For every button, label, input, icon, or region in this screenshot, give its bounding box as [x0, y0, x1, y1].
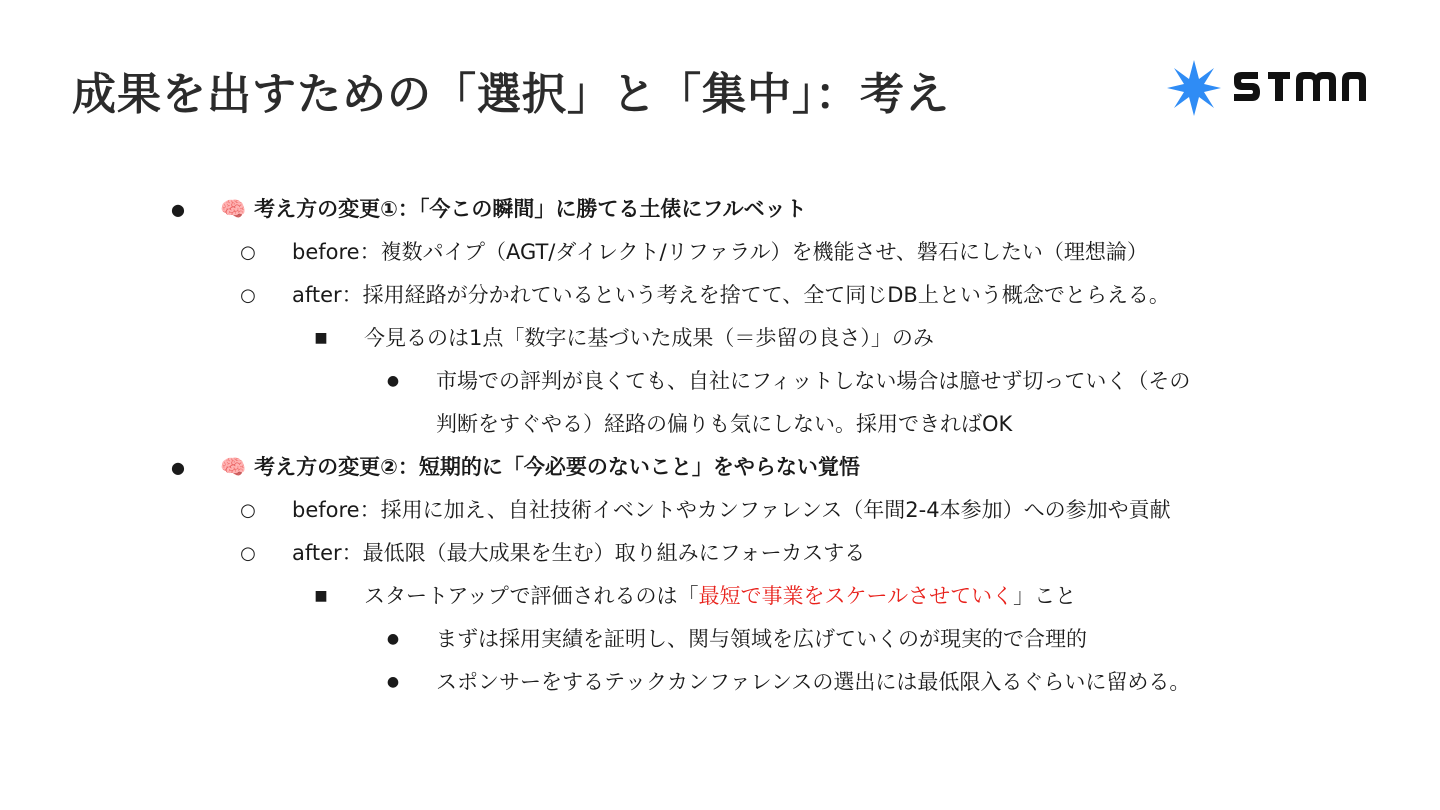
- stmn-logo: [1166, 58, 1370, 118]
- bullet-marker: ■: [314, 588, 328, 604]
- bullet-marker: ○: [240, 543, 256, 564]
- highlighted-text: 最短で事業をスケールさせていく: [698, 584, 1014, 608]
- list-item-text: スタートアップで評価されるのは「: [364, 584, 699, 608]
- page-title: 成果を出すための「選択」と「集中」：考え: [72, 69, 950, 120]
- logo-wordmark: [1230, 68, 1370, 108]
- bullet-marker: ●: [386, 631, 400, 647]
- list-item-text: before：複数パイプ（AGT/ダイレクト/リファラル）を機能させ、磐石にしたい（理想論）: [292, 240, 1148, 264]
- list-item-text: after：最低限（最大成果を生む）取り組みにフォーカスする: [292, 541, 866, 565]
- list-item-text: before：採用に加え、自社技術イベントやカンファレンス（年間2-4本参加）への参加や貢献: [292, 498, 1171, 522]
- list-item-text: after：採用経路が分かれているという考えを捨てて、全て同じDB上という概念でとらえる。: [292, 283, 1170, 307]
- list-item-text: 」こと: [1013, 584, 1077, 608]
- bullet-marker: ●: [171, 458, 185, 477]
- list-item-text: 判断をすぐやる）経路の偏りも気にしない。採用できればOK: [436, 412, 1013, 436]
- list-item-text: まずは採用実績を証明し、関与領域を広げていくのが現実的で合理的: [436, 627, 1087, 651]
- list-item-text: 考え方の変更①：「今この瞬間」に勝てる土俵にフルベット: [254, 197, 807, 221]
- bullet-marker: ■: [314, 330, 328, 346]
- brain-icon: 🧠: [220, 455, 247, 479]
- bullet-marker: ○: [240, 285, 256, 306]
- list-item-text: スポンサーをするテックカンファレンスの選出には最低限入るぐらいに留める。: [436, 670, 1191, 694]
- list-item-text: 市場での評判が良くても、自社にフィットしない場合は臆せず切っていく（その: [436, 369, 1191, 393]
- stmn-wordmark: [1230, 68, 1370, 108]
- list-item-text: 考え方の変更②：短期的に「今必要のないこと」をやらない覚悟: [254, 455, 860, 479]
- brain-icon: 🧠: [220, 197, 247, 221]
- spark-logo-icon: [1166, 58, 1222, 118]
- bullet-marker: ○: [240, 500, 256, 521]
- bullet-marker: ●: [171, 200, 185, 219]
- bullet-marker: ●: [386, 674, 400, 690]
- list-item-text: 今見るのは1点「数字に基づいた成果（＝歩留の良さ）」のみ: [364, 326, 934, 350]
- bullet-marker: ●: [386, 373, 400, 389]
- bullet-marker: ○: [240, 242, 256, 263]
